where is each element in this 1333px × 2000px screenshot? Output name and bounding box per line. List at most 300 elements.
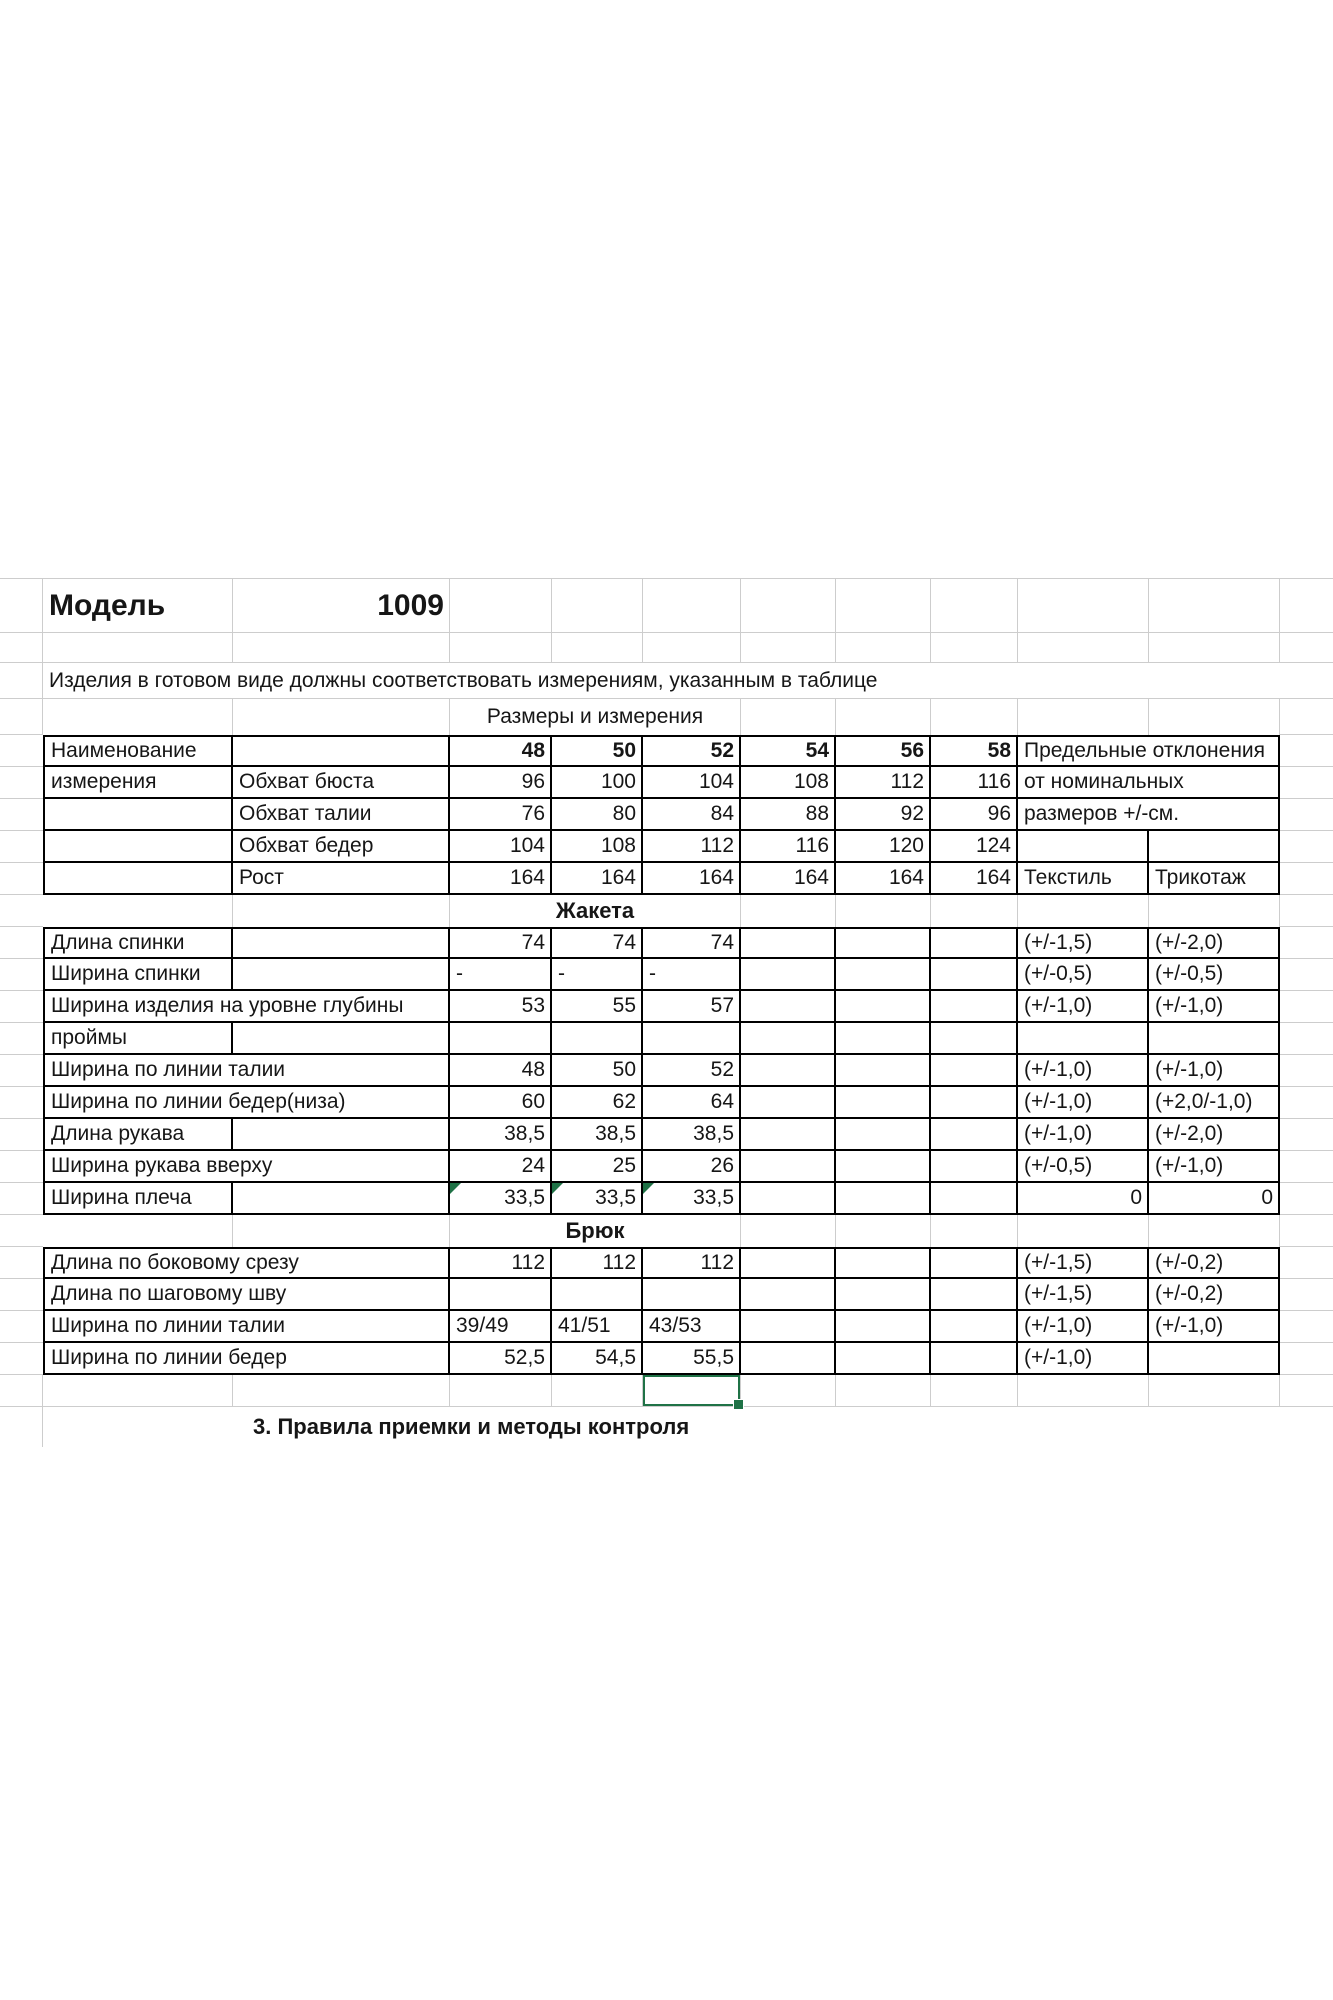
- value-cell[interactable]: 112: [643, 1247, 741, 1279]
- left-margin-cell: [0, 1247, 43, 1279]
- tolerance-knitwear[interactable]: (+/-0,2): [1149, 1247, 1280, 1279]
- value-cell[interactable]: 100: [552, 767, 643, 799]
- header-name-line1[interactable]: Наименование: [43, 735, 233, 767]
- left-margin-cell: [0, 699, 43, 735]
- spreadsheet-grid: [0, 578, 1333, 1439]
- empty-cell[interactable]: [931, 1279, 1018, 1311]
- empty-cell[interactable]: [741, 895, 836, 927]
- left-margin-cell: [0, 895, 43, 927]
- table-row: [0, 1087, 1333, 1119]
- value-cell[interactable]: 108: [552, 831, 643, 863]
- empty-cell[interactable]: [1149, 699, 1280, 735]
- left-margin-cell: [0, 991, 43, 1023]
- row-label[interactable]: Ширина изделия на уровне глубины: [43, 991, 450, 1023]
- tolerance-knitwear[interactable]: (+/-0,2): [1149, 1279, 1280, 1311]
- right-margin-cell: [1280, 1119, 1333, 1151]
- empty-cell[interactable]: [836, 1087, 931, 1119]
- table-row: [0, 991, 1333, 1023]
- row-label[interactable]: Длина по боковому срезу: [43, 1247, 450, 1279]
- value-text: 33,5: [693, 1186, 734, 1209]
- empty-cell[interactable]: [836, 927, 931, 959]
- header-deviations-line1[interactable]: Предельные отклонения: [1018, 735, 1280, 767]
- empty-cell[interactable]: [836, 1183, 931, 1215]
- left-margin-cell: [0, 735, 43, 767]
- empty-cell[interactable]: [741, 1087, 836, 1119]
- empty-cell[interactable]: [931, 1055, 1018, 1087]
- header-row-sizes: [0, 735, 1333, 767]
- value-cell[interactable]: 55,5: [643, 1343, 741, 1375]
- right-margin-cell: [1280, 799, 1333, 831]
- table-title-row: [0, 699, 1333, 735]
- value-cell[interactable]: 164: [931, 863, 1018, 895]
- value-cell[interactable]: 124: [931, 831, 1018, 863]
- tolerance-textile[interactable]: (+/-1,5): [1018, 927, 1149, 959]
- value-text: 33,5: [504, 1186, 545, 1209]
- empty-cell[interactable]: [1149, 1343, 1280, 1375]
- empty-cell[interactable]: [741, 1343, 836, 1375]
- empty-cell[interactable]: [836, 1119, 931, 1151]
- empty-cell[interactable]: [741, 1183, 836, 1215]
- empty-cell[interactable]: [1149, 1023, 1280, 1055]
- empty-cell[interactable]: [1018, 1375, 1149, 1407]
- value-cell[interactable]: 50: [552, 1055, 643, 1087]
- empty-cell[interactable]: [1018, 579, 1149, 633]
- empty-cell[interactable]: [643, 1279, 741, 1311]
- table-row: [0, 1183, 1333, 1215]
- value-cell[interactable]: 96: [931, 799, 1018, 831]
- base-row-waist: [0, 799, 1333, 831]
- value-cell[interactable]: 164: [552, 863, 643, 895]
- row-label[interactable]: Длина рукава: [43, 1119, 233, 1151]
- empty-cell[interactable]: [836, 991, 931, 1023]
- right-margin-cell: [1280, 863, 1333, 895]
- value-cell[interactable]: 38,5: [552, 1119, 643, 1151]
- empty-cell[interactable]: [741, 699, 836, 735]
- empty-cell[interactable]: [1149, 831, 1280, 863]
- empty-cell[interactable]: [836, 633, 931, 663]
- tolerance-textile[interactable]: (+/-1,0): [1018, 1087, 1149, 1119]
- empty-cell[interactable]: [43, 799, 233, 831]
- value-cell[interactable]: 80: [552, 799, 643, 831]
- empty-cell[interactable]: [741, 1311, 836, 1343]
- error-indicator-triangle: [552, 1183, 563, 1194]
- left-margin-cell: [0, 1087, 43, 1119]
- right-margin-cell: [1280, 1087, 1333, 1119]
- right-margin-cell: [1280, 1311, 1333, 1343]
- value-cell[interactable]: 84: [643, 799, 741, 831]
- table-title[interactable]: Размеры и измерения: [450, 699, 741, 735]
- value-cell[interactable]: 25: [552, 1151, 643, 1183]
- value-cell[interactable]: 104: [450, 831, 552, 863]
- empty-cell[interactable]: [741, 1055, 836, 1087]
- cell-model-label[interactable]: Модель: [43, 579, 233, 633]
- section-title-trousers[interactable]: Брюк: [450, 1215, 741, 1247]
- empty-cell[interactable]: [233, 1183, 450, 1215]
- empty-cell[interactable]: [643, 579, 741, 633]
- tolerance-knitwear[interactable]: (+/-1,0): [1149, 991, 1280, 1023]
- right-margin-cell: [1280, 1279, 1333, 1311]
- empty-cell[interactable]: [1018, 895, 1149, 927]
- left-margin-cell: [0, 1311, 43, 1343]
- left-margin-cell: [0, 831, 43, 863]
- empty-cell[interactable]: [741, 579, 836, 633]
- empty-cell[interactable]: [931, 1215, 1018, 1247]
- section-row-jacket: [0, 895, 1333, 927]
- header-deviations-line3[interactable]: размеров +/-см.: [1018, 799, 1280, 831]
- value-cell[interactable]: 74: [450, 927, 552, 959]
- empty-cell[interactable]: [931, 959, 1018, 991]
- empty-cell[interactable]: [233, 895, 450, 927]
- empty-cell[interactable]: [931, 1119, 1018, 1151]
- empty-cell[interactable]: [233, 1119, 450, 1151]
- left-margin-cell: [0, 799, 43, 831]
- empty-cell[interactable]: [1018, 1215, 1149, 1247]
- empty-cell[interactable]: [552, 579, 643, 633]
- left-margin-cell: [0, 1279, 43, 1311]
- right-margin-cell: [1280, 735, 1333, 767]
- cell-model-value[interactable]: 1009: [233, 579, 450, 633]
- right-margin-cell: [1280, 579, 1333, 633]
- value-cell[interactable]: 74: [552, 927, 643, 959]
- section-row-trousers: [0, 1215, 1333, 1247]
- empty-cell[interactable]: [741, 1119, 836, 1151]
- value-cell[interactable]: 64: [643, 1087, 741, 1119]
- row-label[interactable]: Ширина рукава вверху: [43, 1151, 450, 1183]
- empty-cell[interactable]: [1018, 633, 1149, 663]
- empty-cell[interactable]: [450, 1279, 552, 1311]
- value-cell-flagged[interactable]: [643, 1183, 741, 1215]
- value-cell[interactable]: 164: [450, 863, 552, 895]
- right-margin-cell: [1280, 895, 1333, 927]
- left-margin-cell: [0, 633, 43, 663]
- empty-cell[interactable]: [450, 1375, 552, 1407]
- value-cell[interactable]: 164: [741, 863, 836, 895]
- right-margin-cell: [1280, 1343, 1333, 1375]
- value-cell[interactable]: 76: [450, 799, 552, 831]
- table-row: [0, 1311, 1333, 1343]
- tolerance-knitwear[interactable]: (+2,0/-1,0): [1149, 1087, 1280, 1119]
- left-margin-cell: [0, 927, 43, 959]
- empty-cell[interactable]: [836, 1279, 931, 1311]
- value-cell[interactable]: 53: [450, 991, 552, 1023]
- empty-cell[interactable]: [741, 927, 836, 959]
- value-cell[interactable]: 39/49: [450, 1311, 552, 1343]
- right-margin-cell: [1280, 663, 1333, 699]
- empty-cell[interactable]: [233, 1375, 450, 1407]
- empty-cell[interactable]: [43, 831, 233, 863]
- empty-cell[interactable]: [741, 1151, 836, 1183]
- tolerance-knitwear[interactable]: (+/-1,0): [1149, 1311, 1280, 1343]
- empty-cell[interactable]: [233, 735, 450, 767]
- empty-cell[interactable]: [931, 927, 1018, 959]
- header-deviations-line2[interactable]: от номинальных: [1018, 767, 1280, 799]
- row-label[interactable]: Обхват бюста: [233, 767, 450, 799]
- empty-cell[interactable]: [931, 699, 1018, 735]
- value-cell[interactable]: 108: [741, 767, 836, 799]
- tolerance-textile[interactable]: (+/-1,0): [1018, 1343, 1149, 1375]
- size-col-58[interactable]: 58: [931, 735, 1018, 767]
- empty-cell[interactable]: [836, 895, 931, 927]
- empty-cell[interactable]: [233, 633, 450, 663]
- value-cell[interactable]: 52,5: [450, 1343, 552, 1375]
- value-cell[interactable]: 38,5: [643, 1119, 741, 1151]
- header-name-line2[interactable]: измерения: [43, 767, 233, 799]
- empty-row: [0, 633, 1333, 663]
- empty-cell[interactable]: [836, 1055, 931, 1087]
- footer-row: [0, 1407, 1333, 1447]
- value-cell[interactable]: 60: [450, 1087, 552, 1119]
- size-col-48[interactable]: 48: [450, 735, 552, 767]
- value-cell[interactable]: 57: [643, 991, 741, 1023]
- empty-cell[interactable]: [741, 1279, 836, 1311]
- empty-cell[interactable]: [741, 1215, 836, 1247]
- tolerance-textile[interactable]: (+/-1,5): [1018, 1247, 1149, 1279]
- right-margin-cell: [1280, 927, 1333, 959]
- value-text: 33,5: [595, 1186, 636, 1209]
- value-cell[interactable]: 41/51: [552, 1311, 643, 1343]
- empty-cell[interactable]: [741, 1375, 836, 1407]
- empty-cell[interactable]: [1018, 1023, 1149, 1055]
- empty-cell[interactable]: [931, 1247, 1018, 1279]
- right-margin-cell: [1280, 1183, 1333, 1215]
- empty-cell[interactable]: [836, 579, 931, 633]
- tolerance-textile[interactable]: (+/-1,0): [1018, 1055, 1149, 1087]
- left-margin-cell: [0, 767, 43, 799]
- empty-cell[interactable]: [931, 1311, 1018, 1343]
- value-cell[interactable]: 112: [643, 831, 741, 863]
- row-label[interactable]: Длина спинки: [43, 927, 233, 959]
- right-margin-cell: [1280, 1375, 1333, 1407]
- empty-cell[interactable]: [931, 991, 1018, 1023]
- tolerance-knitwear[interactable]: (+/-0,5): [1149, 959, 1280, 991]
- value-cell[interactable]: 104: [643, 767, 741, 799]
- empty-cell[interactable]: [450, 579, 552, 633]
- row-label[interactable]: Рост: [233, 863, 450, 895]
- value-cell[interactable]: 164: [836, 863, 931, 895]
- value-cell[interactable]: 164: [643, 863, 741, 895]
- tolerance-textile[interactable]: (+/-0,5): [1018, 1151, 1149, 1183]
- empty-cell[interactable]: [836, 1247, 931, 1279]
- tolerance-textile[interactable]: (+/-1,0): [1018, 1119, 1149, 1151]
- empty-cell[interactable]: [931, 895, 1018, 927]
- empty-cell[interactable]: [552, 633, 643, 663]
- value-cell[interactable]: 120: [836, 831, 931, 863]
- value-cell[interactable]: 88: [741, 799, 836, 831]
- row-label[interactable]: проймы: [43, 1023, 233, 1055]
- section-title-jacket[interactable]: Жакета: [450, 895, 741, 927]
- knitwear-header[interactable]: Трикотаж: [1149, 863, 1280, 895]
- left-margin-cell: [0, 1375, 43, 1407]
- right-margin-cell: [1280, 1247, 1333, 1279]
- empty-cell[interactable]: [1149, 1375, 1280, 1407]
- error-indicator-triangle: [643, 1183, 654, 1194]
- empty-cell[interactable]: [643, 1023, 741, 1055]
- right-margin-cell: [1280, 1023, 1333, 1055]
- left-margin-cell: [0, 1119, 43, 1151]
- empty-cell[interactable]: [1149, 579, 1280, 633]
- value-cell[interactable]: 55: [552, 991, 643, 1023]
- right-margin-cell: [1280, 831, 1333, 863]
- empty-cell[interactable]: [741, 959, 836, 991]
- empty-cell[interactable]: [233, 927, 450, 959]
- tolerance-knitwear[interactable]: (+/-1,0): [1149, 1151, 1280, 1183]
- value-cell-flagged[interactable]: [450, 1183, 552, 1215]
- row-label[interactable]: Ширина по линии бедер: [43, 1343, 450, 1375]
- value-cell[interactable]: 116: [931, 767, 1018, 799]
- base-row-hips: [0, 831, 1333, 863]
- value-cell[interactable]: 52: [643, 1055, 741, 1087]
- footer-heading: 3. Правила приемки и методы контроля: [253, 1414, 690, 1439]
- size-col-54[interactable]: 54: [741, 735, 836, 767]
- empty-cell[interactable]: [1018, 831, 1149, 863]
- empty-cell[interactable]: [741, 633, 836, 663]
- selected-cell[interactable]: [643, 1375, 741, 1407]
- left-margin-cell: [0, 1183, 43, 1215]
- empty-cell[interactable]: [741, 1023, 836, 1055]
- right-margin-cell: [1280, 1055, 1333, 1087]
- base-row-height: [0, 863, 1333, 895]
- tolerance-knitwear[interactable]: (+/-2,0): [1149, 1119, 1280, 1151]
- table-row: [0, 1247, 1333, 1279]
- empty-cell[interactable]: [233, 959, 450, 991]
- left-margin-cell: [0, 1055, 43, 1087]
- right-margin-cell: [1280, 767, 1333, 799]
- value-cell[interactable]: 54,5: [552, 1343, 643, 1375]
- empty-cell[interactable]: [552, 1375, 643, 1407]
- left-margin-cell: [0, 863, 43, 895]
- value-cell[interactable]: 96: [450, 767, 552, 799]
- value-cell[interactable]: -: [643, 959, 741, 991]
- row-label[interactable]: Ширина по линии талии: [43, 1311, 450, 1343]
- empty-cell[interactable]: [931, 633, 1018, 663]
- empty-cell[interactable]: [741, 1247, 836, 1279]
- empty-cell[interactable]: [836, 1151, 931, 1183]
- error-indicator-triangle: [450, 1183, 461, 1194]
- row-label[interactable]: Ширина спинки: [43, 959, 233, 991]
- tolerance-textile[interactable]: (+/-1,0): [1018, 1311, 1149, 1343]
- empty-cell[interactable]: [233, 1215, 450, 1247]
- size-col-56[interactable]: 56: [836, 735, 931, 767]
- right-margin-cell: [1280, 959, 1333, 991]
- tolerance-knitwear[interactable]: (+/-1,0): [1149, 1055, 1280, 1087]
- size-col-52[interactable]: 52: [643, 735, 741, 767]
- left-margin-cell: [0, 1215, 43, 1247]
- empty-cell[interactable]: [836, 699, 931, 735]
- empty-cell[interactable]: [1149, 633, 1280, 663]
- empty-cell[interactable]: [836, 1375, 931, 1407]
- row-label[interactable]: Обхват бедер: [233, 831, 450, 863]
- empty-cell[interactable]: [552, 1023, 643, 1055]
- left-margin-cell: [0, 1407, 43, 1447]
- right-margin-cell: [1280, 991, 1333, 1023]
- empty-cell[interactable]: [931, 1375, 1018, 1407]
- empty-cell[interactable]: [552, 1279, 643, 1311]
- value-cell[interactable]: 112: [836, 767, 931, 799]
- tolerance-textile[interactable]: (+/-1,0): [1018, 991, 1149, 1023]
- table-row: [0, 1343, 1333, 1375]
- table-row: [0, 1279, 1333, 1311]
- empty-cell[interactable]: [836, 1023, 931, 1055]
- empty-cell[interactable]: [43, 863, 233, 895]
- empty-cell[interactable]: [931, 1151, 1018, 1183]
- right-margin-cell: [1280, 699, 1333, 735]
- row-label[interactable]: Обхват талии: [233, 799, 450, 831]
- empty-cell[interactable]: [1149, 895, 1280, 927]
- tolerance-knitwear[interactable]: (+/-2,0): [1149, 927, 1280, 959]
- empty-cell[interactable]: [450, 1023, 552, 1055]
- left-margin-cell: [0, 1023, 43, 1055]
- tolerance-textile[interactable]: 0: [1018, 1183, 1149, 1215]
- value-cell[interactable]: 43/53: [643, 1311, 741, 1343]
- empty-cell[interactable]: [43, 633, 233, 663]
- empty-cell[interactable]: [43, 1375, 233, 1407]
- value-cell[interactable]: 62: [552, 1087, 643, 1119]
- value-cell[interactable]: 112: [552, 1247, 643, 1279]
- empty-cell[interactable]: [836, 1215, 931, 1247]
- value-cell[interactable]: -: [552, 959, 643, 991]
- size-col-50[interactable]: 50: [552, 735, 643, 767]
- empty-cell[interactable]: [836, 1311, 931, 1343]
- note-text[interactable]: Изделия в готовом виде должны соответствовать измерениям, указанным в таблице: [43, 663, 1280, 699]
- empty-cell[interactable]: [931, 1343, 1018, 1375]
- note-row: [0, 663, 1333, 699]
- empty-cell[interactable]: [931, 1183, 1018, 1215]
- left-margin-cell: [0, 663, 43, 699]
- value-cell[interactable]: 112: [450, 1247, 552, 1279]
- fill-handle[interactable]: [733, 1399, 744, 1410]
- row-label[interactable]: Ширина по линии талии: [43, 1055, 450, 1087]
- textile-header[interactable]: Текстиль: [1018, 863, 1149, 895]
- empty-cell[interactable]: [233, 1023, 450, 1055]
- empty-cell[interactable]: [1018, 699, 1149, 735]
- empty-cell[interactable]: [836, 959, 931, 991]
- row-label[interactable]: Ширина плеча: [43, 1183, 233, 1215]
- value-cell[interactable]: 74: [643, 927, 741, 959]
- empty-cell[interactable]: [43, 699, 233, 735]
- value-cell[interactable]: -: [450, 959, 552, 991]
- empty-cell[interactable]: [836, 1343, 931, 1375]
- left-margin-cell: [0, 1151, 43, 1183]
- value-cell[interactable]: 24: [450, 1151, 552, 1183]
- table-row: [0, 1023, 1333, 1055]
- tolerance-knitwear[interactable]: 0: [1149, 1183, 1280, 1215]
- empty-cell[interactable]: [931, 1023, 1018, 1055]
- right-margin-cell: [1280, 1151, 1333, 1183]
- left-margin-cell: [0, 959, 43, 991]
- empty-cell[interactable]: [643, 633, 741, 663]
- value-cell[interactable]: 48: [450, 1055, 552, 1087]
- tolerance-textile[interactable]: (+/-0,5): [1018, 959, 1149, 991]
- table-row: [0, 959, 1333, 991]
- row-label[interactable]: Ширина по линии бедер(низа): [43, 1087, 450, 1119]
- value-cell[interactable]: 26: [643, 1151, 741, 1183]
- model-row: [0, 579, 1333, 633]
- value-cell[interactable]: 92: [836, 799, 931, 831]
- empty-cell[interactable]: [931, 1087, 1018, 1119]
- empty-cell[interactable]: [233, 699, 450, 735]
- empty-cell[interactable]: [43, 895, 233, 927]
- empty-cell[interactable]: [450, 633, 552, 663]
- value-cell-flagged[interactable]: [552, 1183, 643, 1215]
- empty-cell[interactable]: [1149, 1215, 1280, 1247]
- tolerance-textile[interactable]: (+/-1,5): [1018, 1279, 1149, 1311]
- empty-cell[interactable]: [43, 1215, 233, 1247]
- empty-cell[interactable]: [741, 991, 836, 1023]
- row-label[interactable]: Длина по шаговому шву: [43, 1279, 450, 1311]
- value-cell[interactable]: 38,5: [450, 1119, 552, 1151]
- empty-cell[interactable]: [931, 579, 1018, 633]
- value-cell[interactable]: 116: [741, 831, 836, 863]
